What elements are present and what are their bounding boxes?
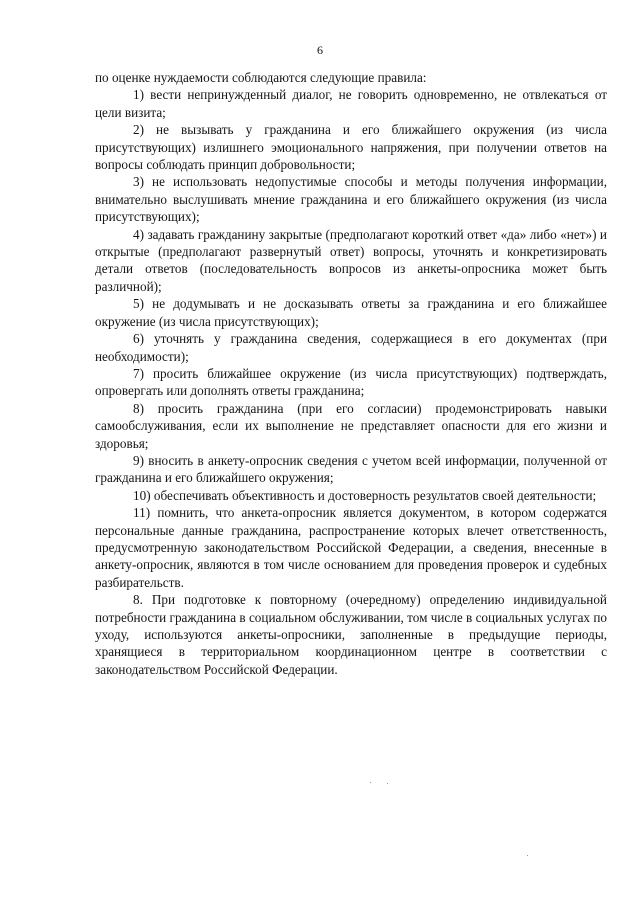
- page-number: 6: [317, 43, 323, 57]
- rule-2: 2) не вызывать у гражданина и его ближайшего окружения (из числа присутствующих) излишнего эмоционального напряжения, при получении ответов на вопросы соблюдать принцип добровольности;: [95, 122, 607, 173]
- section-8-paragraph: 8. При подготовке к повторному (очередному) определению индивидуальной потребности гражданина в социальном обслуживании, том числе в социальных услугах по уходу, используются анкеты-опросники, заполненные в предыдущие периоды, хранящиеся в территориальном координационном центре в соответствии с законодательством Российской Федерации.: [95, 592, 607, 677]
- rule-11: 11) помнить, что анкета-опросник является документом, в котором содержатся персональные данные гражданина, распространение которых влечет ответственность, предусмотренную законодательством Российской Федерации, а сведения, внесенные в анкету-опросник, являются в том числе основанием для проведения проверок и судебных разбирательств.: [95, 505, 607, 590]
- rule-4: 4) задавать гражданину закрытые (предполагают короткий ответ «да» либо «нет») и открытые (предполагают развернутый ответ) вопросы, уточнять и конкретизировать детали ответов (последовательность вопросов из анкеты-опросника может быть различной);: [95, 226, 607, 294]
- rule-1: 1) вести непринужденный диалог, не говорить одновременно, не отвлекаться от цели визита;: [95, 87, 607, 120]
- intro-paragraph: по оценке нуждаемости соблюдаются следующие правила:: [95, 70, 427, 85]
- rule-10: 10) обеспечивать объективность и достоверность результатов своей деятельности;: [133, 487, 597, 503]
- scan-artifact-dot: [370, 782, 371, 783]
- scan-artifact-dot: [527, 855, 528, 856]
- rule-5: 5) не додумывать и не досказывать ответы за гражданина и его ближайшее окружение (из числа присутствующих);: [95, 296, 607, 329]
- rule-6: 6) уточнять у гражданина сведения, содержащиеся в его документах (при необходимости);: [95, 331, 607, 364]
- document-body: [95, 69, 607, 678]
- scan-artifact-dot: [387, 783, 388, 784]
- rule-3: 3) не использовать недопустимые способы и методы получения информации, внимательно выслушивать мнение гражданина и его ближайшего окружения (из числа присутствующих);: [95, 174, 607, 225]
- rule-9: 9) вносить в анкету-опросник сведения с учетом всей информации, полученной от гражданина и его ближайшего окружения;: [95, 452, 607, 486]
- rule-8: 8) просить гражданина (при его согласии) продемонстрировать навыки самообслуживания, если их выполнение не представляет опасности для его жизни и здоровья;: [95, 400, 607, 451]
- rule-7: 7) просить ближайшее окружение (из числа присутствующих) подтверждать, опровергать или дополнять ответы гражданина;: [95, 365, 607, 399]
